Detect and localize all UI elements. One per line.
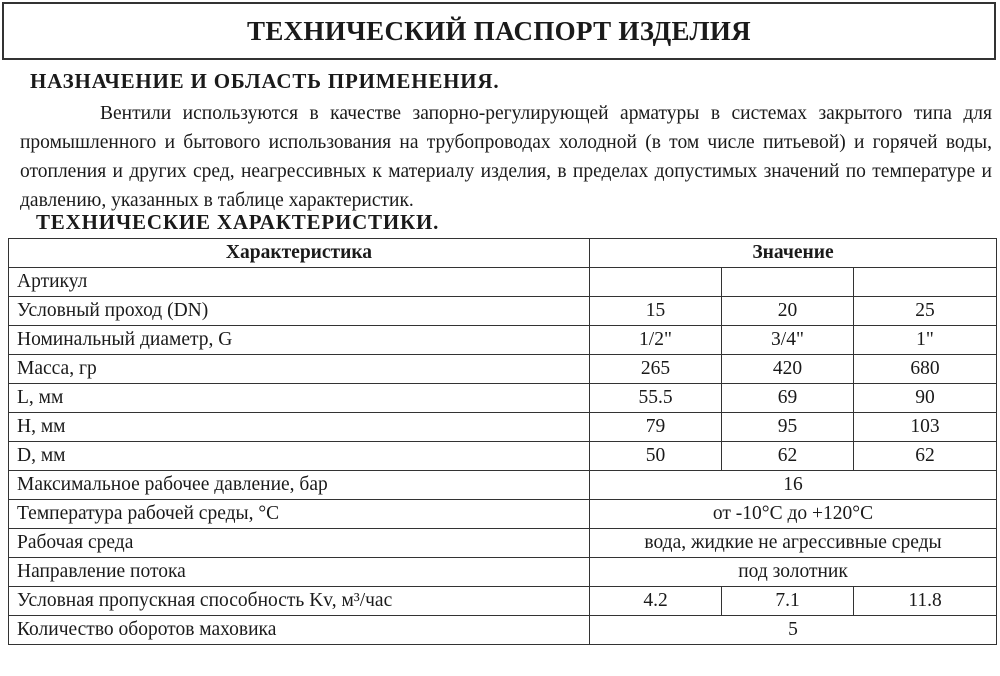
header-value: Значение bbox=[590, 239, 997, 268]
specs-heading: ТЕХНИЧЕСКИЕ ХАРАКТЕРИСТИКИ. bbox=[36, 210, 440, 234]
row-name-nominal-diameter: Номинальный диаметр, G bbox=[9, 326, 590, 355]
row-value: 62 bbox=[722, 442, 854, 471]
row-value: 103 bbox=[854, 413, 997, 442]
row-name-flow-direction: Направление потока bbox=[9, 558, 590, 587]
row-value: 265 bbox=[590, 355, 722, 384]
row-value: 680 bbox=[854, 355, 997, 384]
row-value: 95 bbox=[722, 413, 854, 442]
row-name-length: L, мм bbox=[9, 384, 590, 413]
purpose-paragraph: Вентили используются в качестве запорно-регулирующей арматуры в системах закрытого типа для промышленного и бытового использования на трубопроводах холодной (в том числе питьевой) и горячей воды, отопления и других сред, неагрессивных к материалу изделия, в пределах допустимых значений по температуре и давлению, указанных в таблице характеристик. bbox=[20, 103, 992, 211]
row-value: 11.8 bbox=[854, 587, 997, 616]
row-value: 420 bbox=[722, 355, 854, 384]
row-value: 15 bbox=[590, 297, 722, 326]
row-name-temperature: Температура рабочей среды, °C bbox=[9, 500, 590, 529]
row-value: под золотник bbox=[590, 558, 997, 587]
row-value bbox=[854, 268, 997, 297]
document-title-text: ТЕХНИЧЕСКИЙ ПАСПОРТ ИЗДЕЛИЯ bbox=[247, 15, 751, 46]
row-value: 69 bbox=[722, 384, 854, 413]
row-value: от -10°C до +120°C bbox=[590, 500, 997, 529]
table-row bbox=[9, 413, 997, 442]
purpose-heading: НАЗНАЧЕНИЕ И ОБЛАСТЬ ПРИМЕНЕНИЯ. bbox=[30, 69, 500, 93]
table-row bbox=[9, 616, 997, 645]
table-row bbox=[9, 268, 997, 297]
specs-table-body bbox=[9, 268, 997, 645]
row-name-height: H, мм bbox=[9, 413, 590, 442]
table-row bbox=[9, 471, 997, 500]
row-value: 1/2" bbox=[590, 326, 722, 355]
table-row bbox=[9, 500, 997, 529]
table-header-row bbox=[9, 239, 997, 268]
table-row bbox=[9, 355, 997, 384]
table-row bbox=[9, 587, 997, 616]
row-name-article: Артикул bbox=[9, 268, 590, 297]
row-name-handwheel-turns: Количество оборотов маховика bbox=[9, 616, 590, 645]
row-name-nominal-bore: Условный проход (DN) bbox=[9, 297, 590, 326]
document-title bbox=[2, 2, 996, 60]
row-value bbox=[590, 268, 722, 297]
specs-table bbox=[8, 238, 997, 645]
row-value: 20 bbox=[722, 297, 854, 326]
table-row bbox=[9, 529, 997, 558]
row-value: 5 bbox=[590, 616, 997, 645]
table-row bbox=[9, 384, 997, 413]
table-row bbox=[9, 297, 997, 326]
row-name-mass: Масса, гр bbox=[9, 355, 590, 384]
row-value: 1" bbox=[854, 326, 997, 355]
row-name-diameter: D, мм bbox=[9, 442, 590, 471]
row-value: 16 bbox=[590, 471, 997, 500]
row-value: 7.1 bbox=[722, 587, 854, 616]
row-value: 25 bbox=[854, 297, 997, 326]
row-value: 79 bbox=[590, 413, 722, 442]
row-value: 62 bbox=[854, 442, 997, 471]
table-row bbox=[9, 442, 997, 471]
row-value: 90 bbox=[854, 384, 997, 413]
row-value: 55.5 bbox=[590, 384, 722, 413]
row-name-max-pressure: Максимальное рабочее давление, бар bbox=[9, 471, 590, 500]
row-name-kv: Условная пропускная способность Kv, м³/час bbox=[9, 587, 590, 616]
header-characteristic: Характеристика bbox=[9, 239, 590, 268]
row-value: 3/4" bbox=[722, 326, 854, 355]
row-value bbox=[722, 268, 854, 297]
row-value: 4.2 bbox=[590, 587, 722, 616]
row-value: 50 bbox=[590, 442, 722, 471]
row-name-working-medium: Рабочая среда bbox=[9, 529, 590, 558]
table-row bbox=[9, 326, 997, 355]
row-value: вода, жидкие не агрессивные среды bbox=[590, 529, 997, 558]
table-row bbox=[9, 558, 997, 587]
